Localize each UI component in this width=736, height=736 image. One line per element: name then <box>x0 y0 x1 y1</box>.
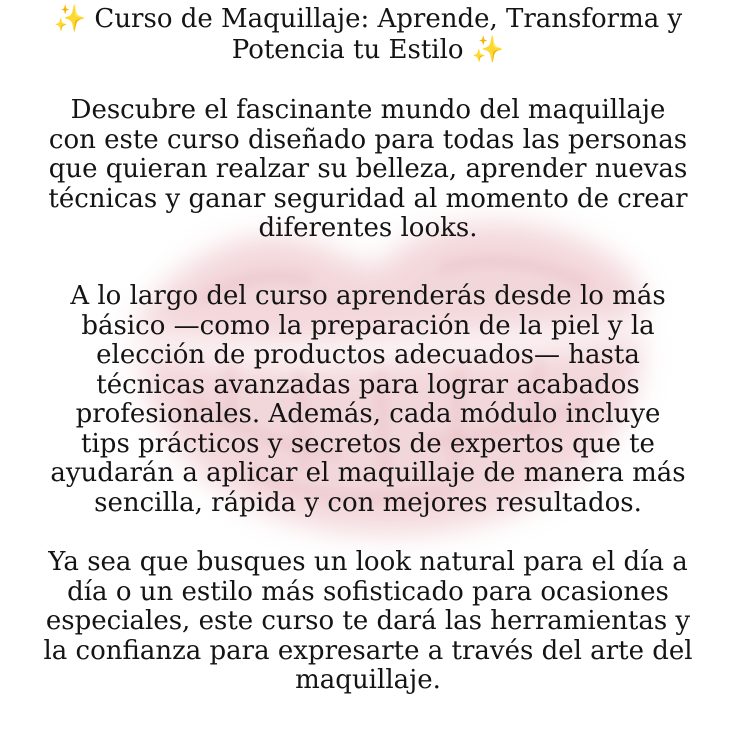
course-title <box>40 0 696 66</box>
text-line: tips prácticos y secretos de expertos que te <box>81 428 655 459</box>
text-line: que quieran realzar su belleza, aprender nuevas <box>48 154 688 184</box>
paragraph-course-content <box>40 282 696 518</box>
text-line: sencilla, rápida y con mejores resultados. <box>94 487 642 518</box>
text-line: maquillaje. <box>295 665 441 695</box>
text-line: día o un estilo más sofisticado para ocasiones <box>67 576 669 607</box>
paragraph-intro <box>40 96 696 244</box>
sparkles-icon: ✨ <box>471 35 505 65</box>
text-line: técnicas y ganar seguridad al momento de crear <box>48 183 688 214</box>
text-line: A lo largo del curso aprenderás desde lo más <box>70 281 666 311</box>
sparkles-icon: ✨ <box>53 4 87 34</box>
text-line: ayudarán a aplicar el maquillaje de manera más <box>50 458 686 488</box>
text-line: profesionales. Además, cada módulo incluye <box>75 399 661 429</box>
text-line: básico —como la preparación de la piel y la <box>81 310 655 341</box>
text-line: elección de productos adecuados— hasta <box>96 340 640 370</box>
paragraph-closing <box>40 548 696 696</box>
title-line-1: Curso de Maquillaje: Aprende, Transforma y <box>94 4 683 34</box>
text-line: especiales, este curso te dará las herramientas y <box>45 606 691 636</box>
text-line: diferentes looks. <box>258 213 478 243</box>
text-line: con este curso diseñado para todas las personas <box>48 124 688 155</box>
text-line: la confianza para expresarte a través del arte del <box>43 635 693 666</box>
text-line: Ya sea que busques un look natural para el día a <box>48 547 688 577</box>
title-line-2: Potencia tu Estilo <box>231 35 464 65</box>
text-line: Descubre el fascinante mundo del maquillaje <box>70 95 666 125</box>
content-block <box>40 0 696 695</box>
text-line: técnicas avanzadas para lograr acabados <box>96 369 640 400</box>
